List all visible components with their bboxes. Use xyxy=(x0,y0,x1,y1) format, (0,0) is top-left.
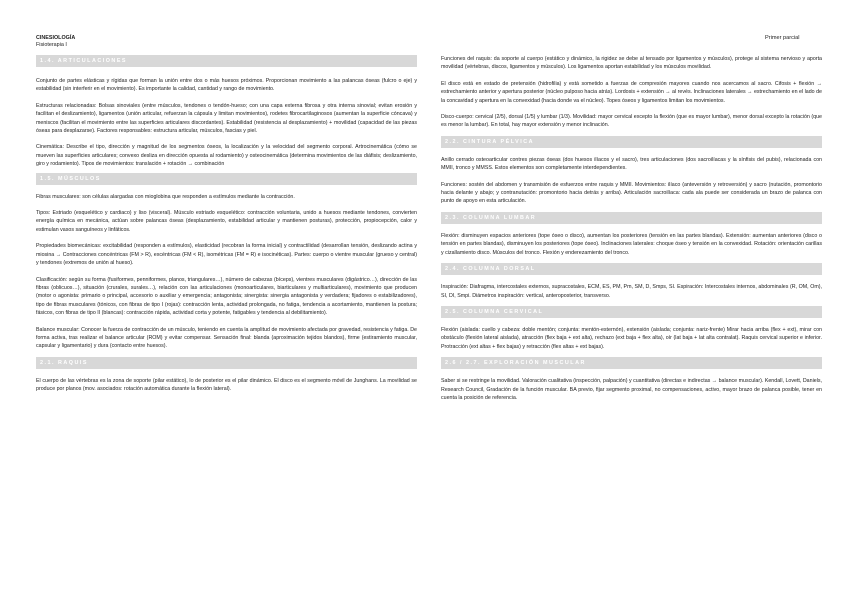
paragraph-cervical: Flexión (aislada: cuello y cabeza: doble mentón; conjunta: mentón-esternón), extensión (aislada; conjunta: nariz-frente) Mirar hacia arriba (flex + ext), mirar con obstáculo (flexión lateral aislada), atracción (flex baja + ext alta), rechazo (ext baja + flex alta), oír (lat baja + lat alta contralat). Raquis cervical superior e inferior. Protracción (ext altas + flex bajas) y retracción (flex altas + ext bajas). xyxy=(441,326,822,350)
paragraph-lumbar: Flexión: disminuyen espacios anteriores (tope óseo o disco), aumentan los posteriores (tensión en las partes blandas). Extensión: aumentan anteriores (disco o tensión en partes blandas), disminuyen los posteriores (tope óseo). Inclinaciones laterales: choque óseo y tensión en la convexidad. Rotación: orientación carillas y cizallamiento disco. Músculos del tronco. Flexión y enderezamiento del tronco. xyxy=(441,232,822,256)
section-header-musculos: 1.5. MÚSCULOS xyxy=(36,173,417,185)
section-header-columna-cervical: 2.5. COLUMNA CERVICAL xyxy=(441,306,822,318)
section-header-columna-dorsal: 2.4. COLUMNA DORSAL xyxy=(441,263,822,275)
paragraph-estructuras-relacionadas: Estructuras relacionadas: Bolsas sinoviales (entre músculos, tendones o tendón-hueso; con una capa externa fibrosa y otra interna sinovial; evitan erosión y facilitan el deslizamiento), ligamentos (unión articular, refuerzan la cápsula y limitan movimientos), rodetes fibrocartilaginosos (aumentan la superficie cóncava) y meniscos (facilitan el movimiento entre las superficies articulares discordantes). Estabilidad (resistencia al desplazamiento) + movilidad (capacidad de las piezas óseas para desplazarse). Factores responsables: estructura articular, músculos, fascias y piel. xyxy=(36,102,417,135)
section-header-raquis: 2.1. RAQUIS xyxy=(36,357,417,369)
document-header xyxy=(36,35,75,48)
paragraph-funciones-raquis: Funciones del raquis: da soporte al cuerpo (estático y dinámico, la rigidez se debe al tensado por ligamentos y músculos), protege al sistema nervioso y aporta movilidad (vértebras, discos, ligamentos y músculos). Los ligamentos aportan estabilidad y los músculos movilidad. xyxy=(441,56,822,71)
paragraph-articulaciones-intro: Conjunto de partes elásticas y rígidas que forman la unión entre dos o más huesos próximos. Proporcionan movimiento a las palancas óseas (fulcro o eje) y estabilidad (sin interferir en el movimiento). Es importante la calidad, cantidad y rango de movimiento. xyxy=(36,78,417,93)
paragraph-tipos: Tipos: Estriado (esquelético y cardiaco) y liso (visceral). Músculo estriado esquelético: contracción voluntaria, unido a huesos mediante tendones, convierten energía química en mecánica, actúan sobre palancas óseas (desplazamiento, estabilidad articular y mantienen posturas), protección, propiocepción, calor y estimulan vasos sanguíneos y linfáticos. xyxy=(36,210,417,233)
paragraph-dorsal: Inspiración: Diafragma, intercostales externos, supracostales, ECM, ES, PM, Pm, SM, D, Smps, SI. Espiración: Intercostales internos, abdominales (R, OM, Om), SI, DI, Smpi. Diámetros inspiración: vertical, anteroposterior, transverso. xyxy=(441,284,822,299)
paragraph-cinematica: Cinemática: Describe el tipo, dirección y magnitud de los segmentos óseos, la localización y la velocidad del segmento corporal. Artrocinemática (cómo se mueven las superficies articulares; convexo desliza en dirección opuesta al rodamiento) y osteocinemática (determina movimientos de las diáfisis; deslizamiento, giro y rodamiento). Tipos de movimientos: translación + rotación → combinación xyxy=(36,144,417,168)
paragraph-exploracion: Saber si se restringe la movilidad. Valoración cualitativa (inspección, palpación) y cuantitativa (directas e indirectas → balance muscular). Kendall, Lovett, Daniels, Research Council, Gradación de la función muscular. BA previo, fijar segmento proximal, no compensaciones, activo, mayor brazo de palanca posible, tener en cuenta la posición de referencia. xyxy=(441,378,822,401)
section-header-articulaciones: 1.4. ARTICULACIONES xyxy=(36,55,417,67)
paragraph-propiedades-biomecanicas: Propiedades biomecánicas: excitabilidad (responden a estímulos), elasticidad (recobran la forma inicial) y contractilidad (desarrollan tensión, deslizando actina y miosina → Contracciones concéntricas (FM > R), excéntricas (FM < R), isométricas (FM = R) e isocinéticas). Partes: cuerpo o vientre muscular (grueso y central) y tendones (extremos de unión al hueso). xyxy=(36,243,417,267)
course-title: CINESIOLOGÍA xyxy=(36,35,76,41)
course-subtitle: Fisioterapia I xyxy=(36,41,67,48)
paragraph-cintura-intro: Anillo cerrado osteoarticular contres piezas óseas (dos huesos ilíacos y el sacro), tres articulaciones (dos sacroilíacas y la sínfisis del pubis), relacionada con MMII, tronco y MMSS. Estos elementos son completamente interdependientes. xyxy=(441,156,822,172)
paragraph-balance-muscular: Balance muscular: Conocer la fuerza de contracción de un músculo, teniendo en cuenta la amplitud de movimiento afectada por gravedad, resistencia y fatiga. De forma activa, tras realizar el balance articular (ROM) y evitar compensar. Sensación final: blanda (aproximación tejidos blandos), firme (estiramiento muscular, capsular y ligamentario) y dura (contacto entre huesos). xyxy=(36,326,417,350)
right-column xyxy=(441,55,822,402)
paragraph-clasificacion: Clasificación: según su forma (fusiformes, penniformes, planos, triangulares…), número de cabezas (bíceps), vientres musculares (digástrico…), dirección de las fibras (oblicuos…), situación (crurales, surales…), relación con las articulaciones (monoarticulares, biarticulares y multiarticulares), movimiento que producen (motor o agonista: primario o principal, accesorio o auxiliar y emergencia; antagonista; sinergista: sinergia antagonista y verdadera; fijadores o estabilizadores), tipo de fibras musculares (tónicos, con fibras de tipo I (rojas): contracción lenta, actividad prolongada, no fatiga, tendencia a acortamiento, mantienen la postura; fásicos, con fibras de tipo II (blancas): contracción rápida, actividad corta y potente, fatigables y tendencia al debilitamiento). xyxy=(36,276,417,317)
section-header-exploracion-muscular: 2.6 / 2.7. EXPLORACIÓN MUSCULAR xyxy=(441,357,822,369)
paragraph-raquis-intro: El cuerpo de las vértebras es la zona de soporte (pilar estático), lo de posterior es el pilar dinámico. El disco es el segmento móvil de Junghans. La movilidad se produce por planos (mov. asociados: rotación automática durante la flexión lateral). xyxy=(36,377,417,393)
paragraph-disco-cuerpo: Disco-cuerpo: cervical (2/5), dorsal (1/5) y lumbar (1/3). Movilidad: mayor cervical excepto la flexión (que es mayor lumbar), menor dorsal excepto la rotación (que es menor la lumbar). En total, hay mayor extensión y menor inclinación. xyxy=(441,114,822,129)
paragraph-cintura-funciones: Funciones: sostén del abdomen y transmisión de esfuerzos entre raquis y MMII. Movimientos: ilíaco (anteversión y retroversión) y sacro (nutación, promontorio hacia delante y abajo; y contranutación: promontorio hacia detrás y arriba). Articulación sacroilíaca: cada ala puede ser considerada un brazo de palanca con punto de apoyo en esta articulación. xyxy=(441,181,822,205)
paragraph-disco: El disco está en estado de pretensión (hidrofilia) y está sometido a fuerzas de compresión mayores cuando nos acercamos al sacro. Cifosis + flexión → estrechamiento anterior y apertura posterior (núcleo pulposo hacia atrás). Lordosis + extensión → al revés. Inclinaciones laterales → estrechamiento en el lado de la concavidad y apertura en la convexidad (hacia donde va el núcleo). Topes óseos y ligamentos limitan los movimientos. xyxy=(441,80,822,104)
paragraph-fibras-musculares: Fibras musculares: son células alargadas con mioglobina que responden a estímulos mediante la contracción. xyxy=(36,193,295,200)
section-header-cintura-pelvica: 2.2. CINTURA PÉLVICA xyxy=(441,136,822,148)
left-column xyxy=(36,55,417,394)
section-header-columna-lumbar: 2.3. COLUMNA LUMBAR xyxy=(441,212,822,224)
exam-label: Primer parcial xyxy=(765,35,800,41)
